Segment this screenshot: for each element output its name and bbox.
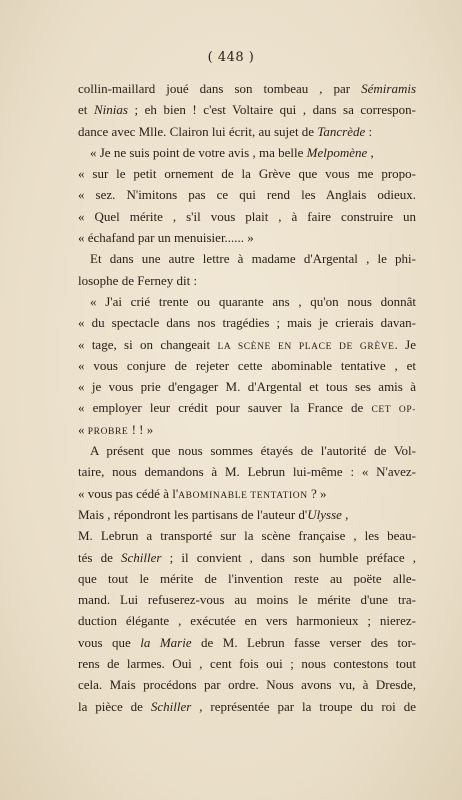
text-line: [78, 419, 416, 440]
text-line: [78, 461, 416, 482]
text-line: [78, 397, 416, 418]
text-line: [78, 227, 416, 248]
text-run: « vous conjure de rejeter cette abominable tentative , et: [78, 357, 416, 373]
italic-text: Tancrède: [317, 123, 366, 139]
text-run: que tout le mérite de l'invention reste au poëte alle-: [78, 570, 416, 586]
text-run: « sez. N'imitons pas ce qui rend les Anglais odieux.: [78, 187, 416, 203]
text-run: ,: [367, 144, 374, 160]
text-run: «: [78, 421, 88, 437]
text-run: :: [365, 123, 373, 139]
text-line: [78, 653, 416, 674]
text-run: . Je: [394, 336, 416, 352]
italic-text: la Marie: [140, 634, 192, 650]
text-line: [78, 632, 416, 653]
text-line: [78, 589, 416, 610]
text-run: Mais , répondront les partisans de l'auteur d': [78, 506, 308, 522]
text-line: [78, 334, 416, 355]
text-run: ; eh bien ! c'est Voltaire qui , dans sa correspon-: [127, 102, 417, 118]
italic-text: Melpomène: [306, 144, 368, 160]
text-line: [78, 163, 416, 184]
small-caps-text: ABOMINABLE TENTATION: [178, 490, 308, 501]
text-run: de M. Lebrun fasse verser des tor-: [191, 634, 416, 650]
text-run: « vous pas cédé à l': [78, 485, 179, 501]
text-line: [78, 610, 416, 631]
text-run: et: [78, 102, 94, 118]
text-run: ,: [341, 506, 349, 522]
page-text: [78, 78, 416, 717]
text-line: [78, 674, 416, 695]
text-run: losophe de Ferney dit :: [78, 272, 198, 288]
text-run: ! ! »: [128, 421, 154, 437]
text-run: Et dans une autre lettre à madame d'Argental , le phi-: [90, 251, 416, 267]
italic-text: Sémiramis: [361, 81, 416, 96]
text-run: vous que: [78, 634, 141, 650]
text-run: dance avec Mlle. Clairon lui écrit, au sujet de: [78, 123, 318, 139]
text-line: [78, 206, 416, 227]
text-run: ; il convient , dans son humble préface ,: [161, 549, 416, 565]
text-run: A présent que nous sommes étayés de l'autorité de Vol-: [90, 443, 416, 459]
text-run: , représentée par la troupe du roi de: [191, 698, 416, 714]
italic-text: Schiller: [150, 698, 192, 714]
text-line: [78, 184, 416, 205]
text-line: [78, 376, 416, 397]
text-run: « échafand par un menuisier...... »: [78, 230, 254, 246]
text-line: [78, 483, 416, 504]
italic-text: Schiller: [121, 549, 162, 565]
page-number: ( 448 ): [207, 50, 255, 65]
text-run: « je vous prie d'engager M. d'Argental et tous ses amis à: [78, 379, 416, 395]
text-run: mand. Lui refuserez-vous au moins le mérite d'une tra-: [78, 592, 416, 608]
small-caps-text: PROBRE: [87, 426, 129, 437]
text-run: ? »: [307, 485, 327, 501]
small-caps-text: CET OP-: [371, 405, 416, 416]
text-run: « sur le petit ornement de la Grève que vous me propo-: [78, 166, 416, 182]
text-line: [78, 568, 416, 589]
text-run: « tage, si on changeait: [78, 336, 218, 352]
text-line: [78, 547, 416, 568]
text-run: « Quel mérite , s'il vous plait , à faire construire un: [78, 208, 416, 224]
text-line: [78, 121, 416, 142]
text-line: [78, 78, 416, 99]
text-line: [78, 270, 416, 291]
italic-text: Ninias: [93, 102, 128, 118]
text-line: [78, 504, 416, 525]
text-run: taire, nous demandons à M. Lebrun lui-même : « N'avez-: [78, 464, 416, 480]
small-caps-text: LA SCÈNE EN PLACE DE GRÈVE: [217, 341, 395, 352]
text-run: « J'ai crié trente ou quarante ans , qu'on nous donnât: [90, 293, 416, 309]
text-run: « Je ne suis point de votre avis , ma belle: [90, 144, 307, 160]
text-line: [78, 312, 416, 333]
text-run: « du spectacle dans nos tragédies ; mais je crierais davan-: [78, 315, 416, 331]
text-run: duction élégante , exécutée en vers harmonieux ; nierez-: [78, 613, 416, 629]
italic-text: Ulysse: [307, 506, 342, 522]
text-line: [78, 696, 416, 717]
text-line: [78, 99, 416, 120]
text-run: la pièce de: [78, 698, 151, 714]
text-line: [78, 525, 416, 546]
text-run: tés de: [78, 549, 122, 565]
text-line: [78, 142, 416, 163]
text-line: [78, 248, 416, 269]
text-line: [78, 355, 416, 376]
text-line: [78, 291, 416, 312]
text-run: collin-maillard joué dans son tombeau , par: [78, 81, 362, 96]
text-line: [78, 440, 416, 461]
text-run: M. Lebrun a transporté sur la scène française , les beau-: [78, 528, 416, 544]
text-run: « employer leur crédit pour sauver la France de: [78, 400, 372, 416]
text-run: rens de larmes. Oui , cent fois oui ; nous contestons tout: [78, 656, 416, 672]
text-run: cela. Mais procédons par ordre. Nous avons vu, à Dresde,: [78, 677, 416, 693]
